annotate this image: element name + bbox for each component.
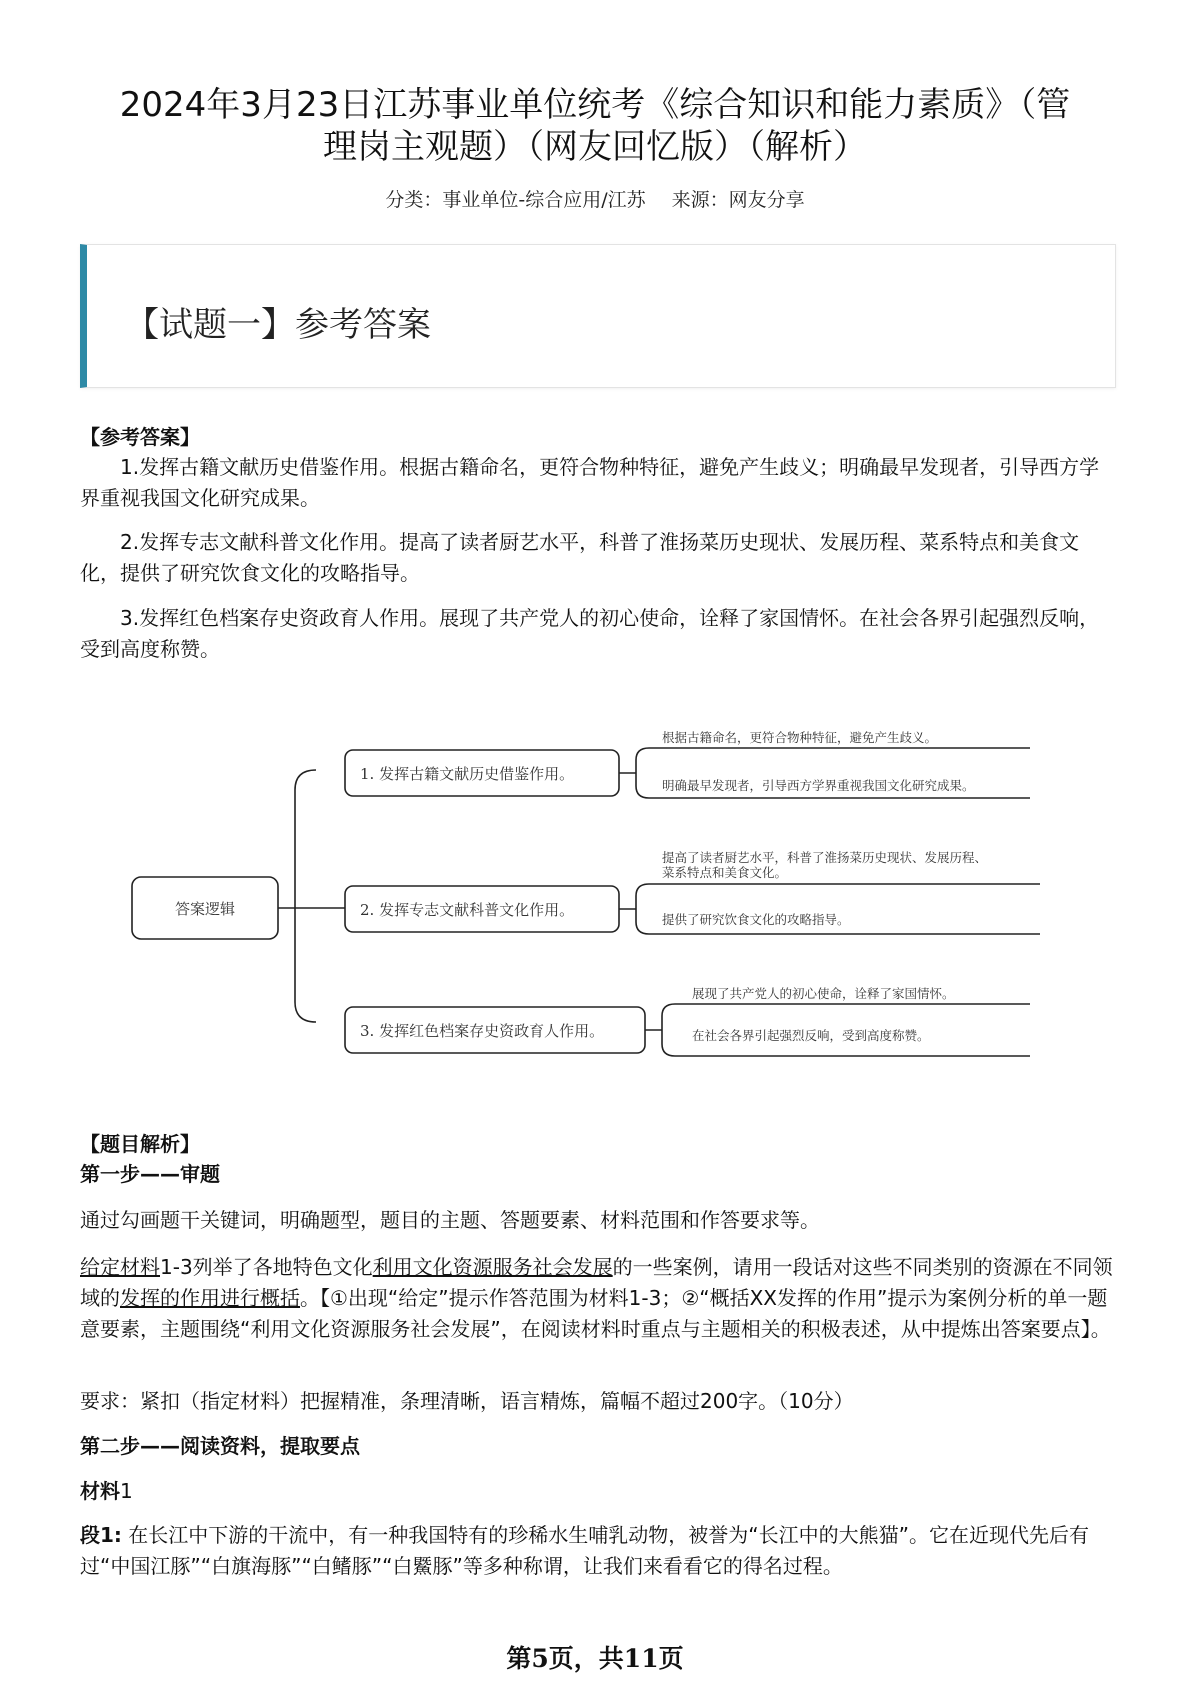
paragraph-1: [80, 1520, 1116, 1582]
question-underline-1: 给定材料: [80, 1255, 160, 1279]
question-underline-2: 利用文化资源服务社会发展: [372, 1255, 613, 1279]
title-line-2: 理岗主观题）（网友回忆版）（解析）: [323, 127, 867, 167]
question-part-4: 的一些案例，请用一段话对这些不同类别的资源在不同领域的: [80, 1255, 1113, 1310]
branch-2-leaf-1-line-1: 提高了读者厨艺水平，科普了淮扬菜历史现状、发展历程、: [662, 850, 988, 865]
step-1-text: 通过勾画题干关键词，明确题型，题目的主题、答题要素、材料范围和作答要求等。: [80, 1208, 820, 1232]
paragraph-1-label: 段1:: [80, 1523, 122, 1547]
page-footer: 第5页，共11页: [506, 1644, 684, 1673]
question-part-2: 1-3列举了各地特色文化: [160, 1255, 373, 1279]
answer-logic-diagram: [120, 700, 1050, 1060]
question-underline-3: 发挥的作用进行概括: [120, 1286, 300, 1310]
category-text: 分类：事业单位-综合应用/江苏: [385, 189, 646, 211]
question-text: [80, 1252, 1116, 1345]
answer-point-2: 2.发挥专志文献科普文化作用。提高了读者厨艺水平，科普了淮扬菜历史现状、发展历程、菜系特点和美食文化，提供了研究饮食文化的攻略指导。: [80, 530, 1080, 585]
material-label-text: 材料: [80, 1479, 120, 1503]
branch-1-leaf-2: 明确最早发现者，引导西方学界重视我国文化研究成果。: [662, 778, 975, 793]
document-meta: [0, 185, 1190, 212]
question-part-6: 。【①出现“给定”提示作答范围为材料1-3；②“概括XX发挥的作用”提示为案例分析的单一题意要素，主题围绕“利用文化资源服务社会发展”，在阅读材料时重点与主题相关的积极表述，从中提炼出答案要点】。: [80, 1286, 1111, 1341]
material-label: [80, 1476, 1116, 1507]
material-number: 1: [120, 1479, 133, 1503]
branch-3-leaf-1: 展现了共产党人的初心使命，诠释了家国情怀。: [692, 986, 955, 1001]
branch-3-label: 3. 发挥红色档案存史资政育人作用。: [360, 1022, 605, 1040]
answer-point-3: 3.发挥红色档案存史资政育人作用。展现了共产党人的初心使命，诠释了家国情怀。在社会各界引起强烈反响，受到高度称赞。: [80, 606, 1100, 661]
analysis-label: 【题目解析】: [80, 1132, 200, 1156]
branch-3-leaf-2: 在社会各界引起强烈反响，受到高度称赞。: [692, 1028, 930, 1043]
source-text: 来源：网友分享: [671, 189, 805, 211]
title-line-1: 2024年3月23日江苏事业单位统考《综合知识和能力素质》（管: [119, 85, 1071, 125]
requirement-text: 要求：紧扣（指定材料）把握精准，条理清晰，语言精炼，篇幅不超过200字。（10分）: [80, 1389, 854, 1413]
root-node-label: 答案逻辑: [174, 900, 236, 918]
answer-point-1: 1.发挥古籍文献历史借鉴作用。根据古籍命名，更符合物种特征，避免产生歧义；明确最早发现者，引导西方学界重视我国文化研究成果。: [80, 455, 1100, 510]
branch-2-leaf-1-line-2: 菜系特点和美食文化。: [662, 865, 788, 880]
step-2-title: 第二步——阅读资料，提取要点: [80, 1434, 360, 1458]
paragraph-1-text: 在长江中下游的干流中，有一种我国特有的珍稀水生哺乳动物，被誉为“长江中的大熊猫”。它在近现代先后有过“中国江豚”“白旗海豚”“白鳍豚”“白鱀豚”等多种称谓，让我们来看看它的得名过程。: [80, 1523, 1090, 1578]
branch-2-label: 2. 发挥专志文献科普文化作用。: [360, 901, 575, 919]
step-1-title: 第一步——审题: [80, 1162, 220, 1186]
section-heading: 【试题一】参考答案: [125, 305, 431, 345]
answer-label: 【参考答案】: [80, 425, 200, 449]
branch-2-leaf-2: 提供了研究饮食文化的攻略指导。: [662, 912, 850, 927]
branch-1-label: 1. 发挥古籍文献历史借鉴作用。: [360, 765, 575, 783]
branch-1-leaf-1: 根据古籍命名，更符合物种特征，避免产生歧义。: [662, 730, 938, 745]
section-header: [80, 244, 1116, 388]
document-title: [80, 84, 1110, 168]
